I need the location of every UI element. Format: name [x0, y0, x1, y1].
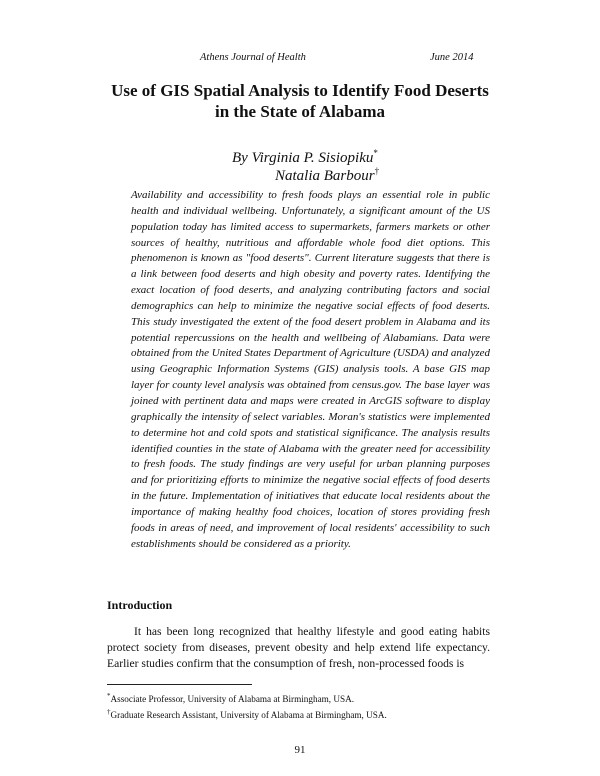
author-1-name: By Virginia P. Sisiopiku — [232, 150, 374, 166]
paper-title: Use of GIS Spatial Analysis to Identify Food Deserts in the State of Alabama — [111, 81, 489, 121]
body-paragraph: It has been long recognized that healthy lifestyle and good eating habits protect society from diseases, prevent obesity and help extend life expectancy. Earlier studies confirm that the consumption of fresh, non-processed foods is — [107, 625, 490, 670]
section-heading: Introduction — [107, 598, 173, 612]
footnotes — [107, 690, 490, 721]
footnote-2-text: Graduate Research Assistant, University of Alabama at Birmingham, USA. — [110, 709, 387, 720]
abstract: Availability and accessibility to fresh foods plays an essential role in public health and individual wellbeing. Unfortunately, a significant amount of the US population today has limited access to supermarkets, farmers markets or other sources of healthy, nutritious and affordable whole food diet options. This phenomenon is known as "food deserts". Current literature suggests that there is a link between food deserts and high obesity and poverty rates. Identifying the exact location of food deserts, and analyzing contributing factors and social demographics can help to minimize the negative social effects of food deserts. This study investigated the extent of the food desert problem in Alabama and its potential repercussions on the health and wellbeing of Alabamians. Data were obtained from the United States Department of Agriculture (USDA) and analyzed using Geographic Information Systems (GIS) analysis tools. A base GIS map layer for county level analysis was obtained from census.gov. The base layer was joined with pertinent data and maps were created in ArcGIS software to display graphically the intensity of select variables. Moran's statistics were implemented to determine hot and cold spots and statistical significance. The analysis results identified counties in the state of Alabama with the greater need for accessibility to fresh foods. The study findings are very useful for urban planning purposes and for prioritizing efforts to minimize the negative social effects of food deserts in the future. Implementation of initiatives that educate local residents about the importance of making healthy food choices, location of stores providing fresh foods in areas of need, and improvement of local residents' accessibility to such establishments should be considered as a priority. — [131, 189, 490, 550]
footnote-1-text: Associate Professor, University of Alabama at Birmingham, USA. — [110, 694, 355, 705]
page-number: 91 — [294, 744, 306, 756]
author-2-mark: † — [374, 166, 380, 176]
footnote-2 — [107, 706, 490, 722]
footnote-1 — [107, 690, 490, 706]
author-2 — [275, 162, 379, 186]
author-1-mark: * — [373, 148, 378, 158]
journal-name: Athens Journal of Health — [200, 52, 306, 63]
author-2-name: Natalia Barbour — [275, 168, 375, 184]
footnote-1-mark: * — [107, 692, 111, 700]
footnote-rule — [107, 684, 252, 685]
issue-date: June 2014 — [430, 52, 474, 63]
footnote-2-mark: † — [107, 707, 111, 716]
